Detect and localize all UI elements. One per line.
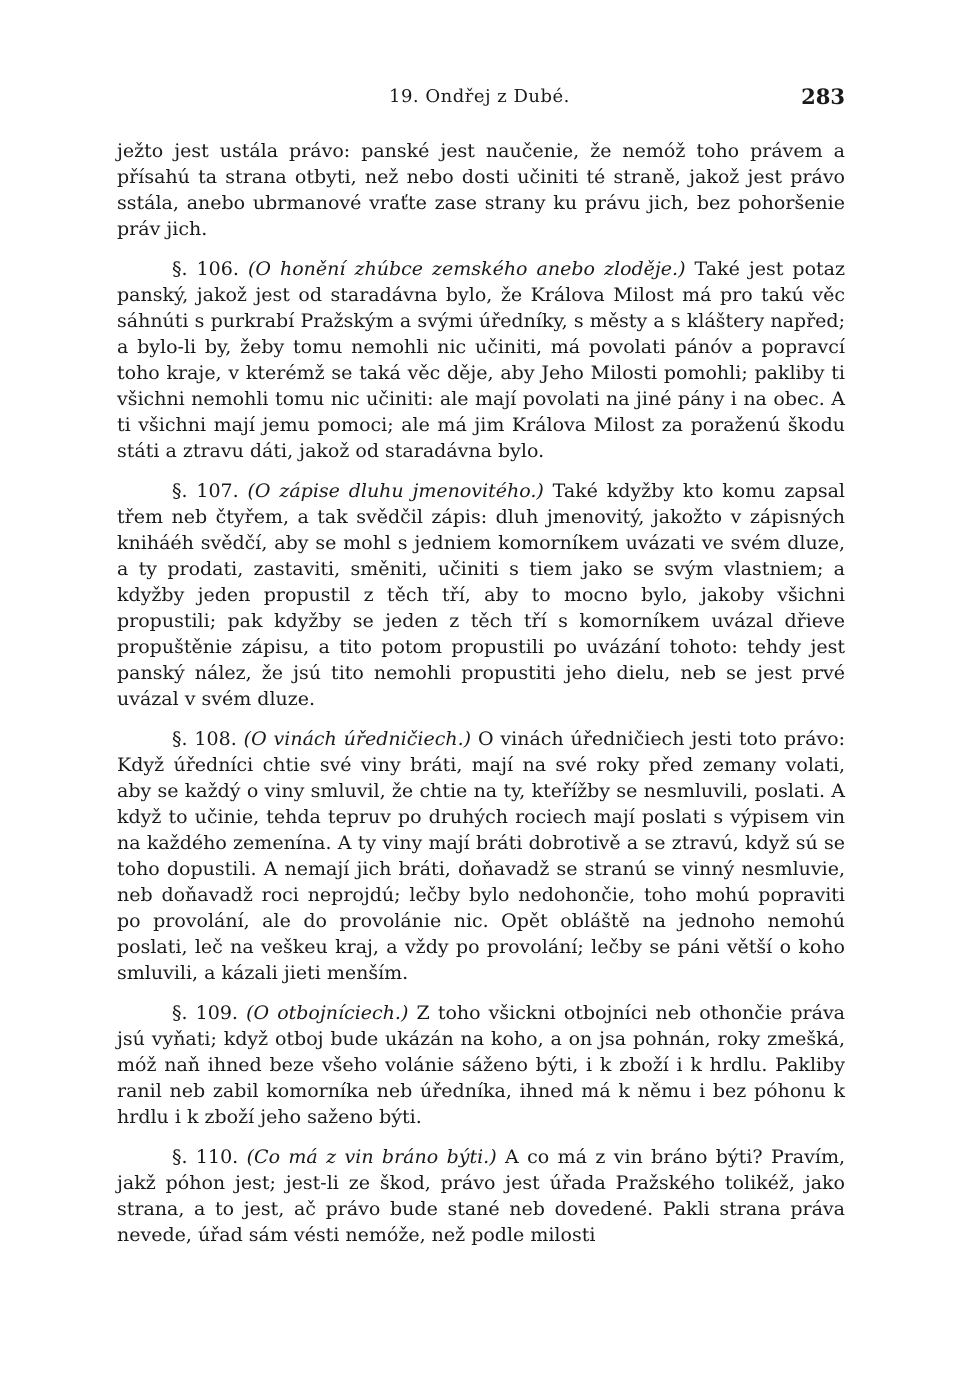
section-number: §. 108.: [172, 728, 237, 750]
section-106: [117, 256, 845, 464]
section-108: [117, 726, 845, 986]
section-heading: (O vinách úředničiech.): [243, 728, 472, 750]
paragraph-text: ježto jest ustála právo: panské jest naučenie, že nemóž toho právem a přísahú ta strana otbyti, než nebo dosti učiniti té straně, jakož jest právo sstála, anebo ubrmanové vraťte zase strany ku právu jich, bez pohoršenie práv jich.: [117, 140, 845, 240]
section-number: §. 110.: [172, 1146, 239, 1168]
book-page: [117, 82, 845, 1248]
section-110: [117, 1144, 845, 1248]
section-number: §. 107.: [172, 480, 239, 502]
section-number: §. 109.: [172, 1002, 238, 1024]
section-107: [117, 478, 845, 712]
section-109: [117, 1000, 845, 1130]
running-head: [117, 82, 845, 116]
section-text: Také kdyžby kto komu zapsal třem neb čtyřem, a tak svědčil zápis: dluh jmenovitý, jakožto v zápisných kniháéh svědčí, aby se mohl s jedniem komorníkem uvázati ve svém dluze, a ty prodati, zastaviti, směniti, učiniti s tiem jako se svým vlastniem; a kdyžby jeden propustil z těch tří, aby to mocno bylo, jakoby všichni propustili; pak kdyžby se jeden z těch tří s komorníkem uvázal dřieve propuštěnie zápisu, a tito potom propustili po uvázání tohoto: tehdy jest panský nález, že jsú tito nemohli propustiti jeho dielu, neb se jest prvé uvázal v svém dluze.: [117, 480, 845, 710]
section-text: Z toho všickni otbojníci neb othončie práva jsú vyňati; když otboj bude ukázán na koho, a on jsa pohnán, roky zmešká, móž naň ihned beze všeho volánie sáženo býti, i k zboží i k hrdlu. Pakliby ranil neb zabil komorníka neb úředníka, ihned má k němu i bez póhonu k hrdlu i k zboží jeho saženo býti.: [117, 1002, 846, 1128]
running-title: 19. Ondřej z Dubé.: [389, 86, 570, 107]
section-text: A co má z vin bráno býti? Pravím, jakž póhon jest; jest-li ze škod, právo jest úřada Pražského tolikéž, jako strana, a to jest, ač právo bude stané neb dovedené. Pakli strana práva nevede, úřad sám vésti nemóže, než podle milosti: [117, 1146, 846, 1246]
section-heading: (O otbojníciech.): [246, 1002, 409, 1024]
section-heading: (O zápise dluhu jmenovitého.): [247, 480, 544, 502]
page-number: 283: [801, 84, 845, 109]
section-text: Také jest potaz panský, jakož jest od staradávna bylo, že Králova Milost má pro takú věc sáhnúti s purkrabí Pražským a svými úředníky, s městy a s kláštery napřed; a bylo-li by, žeby tomu nemohli nic učiniti, má povolati pánóv a popravcí toho kraje, v kterémž se taká věc děje, aby Jeho Milosti pomohli; pakliby ti všichni nemohli tomu nic učiniti: ale mají povolati na jiné pány i na obec. A ti všichni mají jemu pomoci; ale má jim Králova Milost za poraženú škodu státi a ztravu dáti, jakož od staradávna bylo.: [117, 258, 845, 462]
section-heading: (O honění zhúbce zemského anebo zloděje.): [247, 258, 686, 280]
section-number: §. 106.: [172, 258, 239, 280]
body-text: [117, 138, 845, 1248]
section-text: O vinách úředničiech jesti toto právo: Když úředníci chtie své viny bráti, mají na své roky před zemany volati, aby se každý o viny smluvil, že chtie na ty, kteřížby se nesmluvili, poslati. A když to učinie, tehda tepruv po druhých rociech mají poslati s výpisem vin na každého zemenína. A ty viny mají bráti dobrotivě a se ztravú, když sú se toho dopustili. A nemají jich bráti, doňavadž se stranú se vinný nesmluvie, neb doňavadž roci neprojdú; lečby bylo nedohončie, toho mohú popraviti po provolání, ale do provolánie nic. Opět obláště na jednoho nemohú poslati, leč na veškeu kraj, a vždy po provolání; lečby se páni větší o koho smluvili, a kázali jieti menším.: [117, 728, 846, 984]
paragraph-continuation: [117, 138, 845, 242]
section-heading: (Co má z vin bráno býti.): [246, 1146, 497, 1168]
